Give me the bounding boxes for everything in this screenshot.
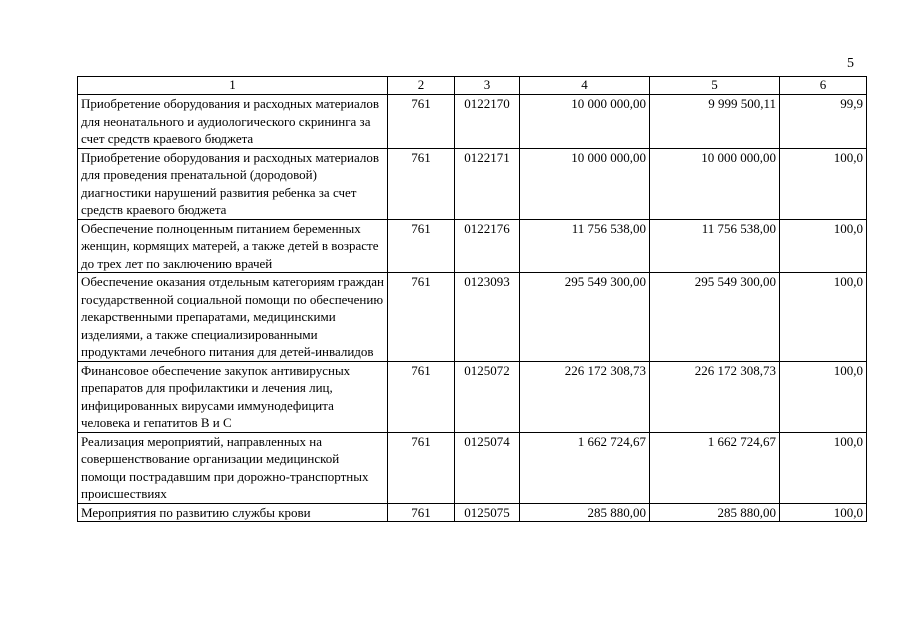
row-plan: 226 172 308,73 (520, 361, 650, 432)
row-code: 761 (388, 361, 455, 432)
row-code: 761 (388, 503, 455, 522)
table-row (78, 432, 867, 503)
row-description: Приобретение оборудования и расходных материалов для неонатального и аудиологического скрининга за счет средств краевого бюджета (78, 95, 388, 149)
row-description: Финансовое обеспечение закупок антивирусных препаратов для профилактики и лечения лиц, инфицированных вирусами иммунодефицита человека и гепатитов В и С (78, 361, 388, 432)
row-percent: 100,0 (780, 148, 867, 219)
row-description: Обеспечение полноценным питанием беременных женщин, кормящих матерей, а также детей в возрасте до трех лет по заключению врачей (78, 219, 388, 273)
row-description: Реализация мероприятий, направленных на совершенствование организации медицинской помощи пострадавшим при дорожно-транспортных происшествиях (78, 432, 388, 503)
row-percent: 100,0 (780, 432, 867, 503)
table-row (78, 148, 867, 219)
row-actual: 226 172 308,73 (650, 361, 780, 432)
row-target: 0122171 (455, 148, 520, 219)
page-number: 5 (847, 56, 854, 71)
row-actual: 10 000 000,00 (650, 148, 780, 219)
row-percent: 99,9 (780, 95, 867, 149)
table-row (78, 219, 867, 273)
table-row (78, 95, 867, 149)
table-row (78, 361, 867, 432)
header-row (78, 77, 867, 95)
row-description: Мероприятия по развитию службы крови (78, 503, 388, 522)
row-actual: 295 549 300,00 (650, 273, 780, 362)
row-target: 0125072 (455, 361, 520, 432)
col-header-3: 3 (455, 77, 520, 95)
row-target: 0123093 (455, 273, 520, 362)
row-target: 0125074 (455, 432, 520, 503)
row-actual: 11 756 538,00 (650, 219, 780, 273)
row-code: 761 (388, 273, 455, 362)
row-percent: 100,0 (780, 361, 867, 432)
row-target: 0122176 (455, 219, 520, 273)
budget-table (77, 76, 867, 522)
row-target: 0125075 (455, 503, 520, 522)
row-target: 0122170 (455, 95, 520, 149)
row-percent: 100,0 (780, 273, 867, 362)
row-plan: 1 662 724,67 (520, 432, 650, 503)
row-code: 761 (388, 95, 455, 149)
col-header-4: 4 (520, 77, 650, 95)
row-code: 761 (388, 432, 455, 503)
col-header-5: 5 (650, 77, 780, 95)
row-description: Приобретение оборудования и расходных материалов для проведения пренатальной (дородовой) диагностики нарушений развития ребенка за счет средств краевого бюджета (78, 148, 388, 219)
row-plan: 295 549 300,00 (520, 273, 650, 362)
row-actual: 9 999 500,11 (650, 95, 780, 149)
row-plan: 11 756 538,00 (520, 219, 650, 273)
row-plan: 10 000 000,00 (520, 148, 650, 219)
row-actual: 285 880,00 (650, 503, 780, 522)
row-description: Обеспечение оказания отдельным категориям граждан государственной социальной помощи по обеспечению лекарственными препаратами, медицинскими изделиями, а также специализированными продуктами лечебного питания для детей-инвалидов (78, 273, 388, 362)
table-row (78, 273, 867, 362)
col-header-2: 2 (388, 77, 455, 95)
table-row (78, 503, 867, 522)
row-code: 761 (388, 219, 455, 273)
row-plan: 285 880,00 (520, 503, 650, 522)
row-actual: 1 662 724,67 (650, 432, 780, 503)
col-header-6: 6 (780, 77, 867, 95)
row-plan: 10 000 000,00 (520, 95, 650, 149)
row-percent: 100,0 (780, 219, 867, 273)
row-percent: 100,0 (780, 503, 867, 522)
col-header-1: 1 (78, 77, 388, 95)
row-code: 761 (388, 148, 455, 219)
